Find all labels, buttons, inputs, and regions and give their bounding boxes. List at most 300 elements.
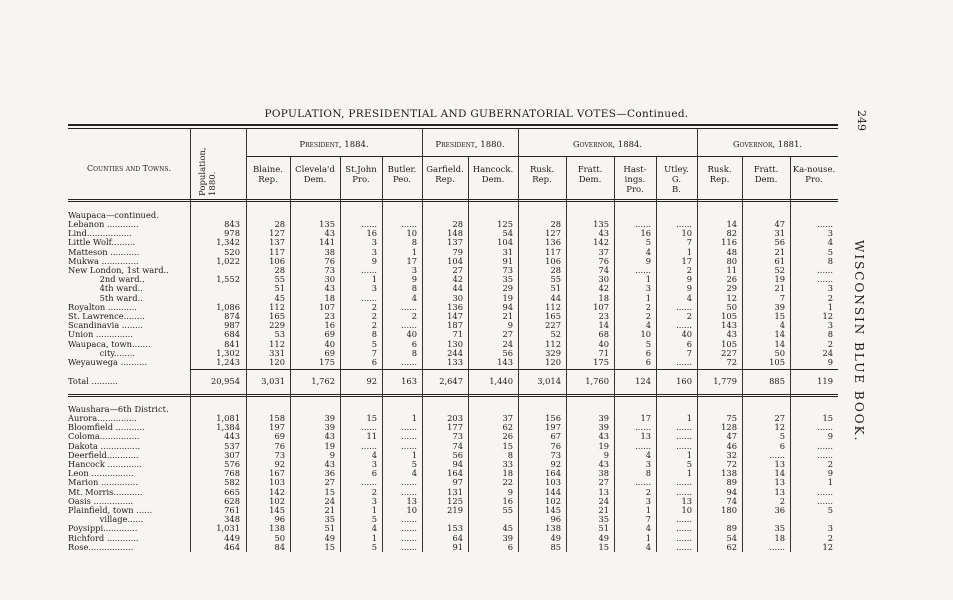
vote-cell: 3	[827, 320, 833, 331]
vote-cell: 9	[827, 431, 833, 442]
vote-cell: 96	[550, 514, 561, 525]
vote-cell: 147	[447, 311, 463, 321]
vote-cell: 8	[411, 237, 417, 248]
vote-cell: 187	[447, 320, 463, 331]
vote-cell: 26	[726, 274, 737, 285]
vote-cell: 28	[452, 219, 463, 229]
vote-cell: 3	[371, 283, 377, 294]
vote-cell: ......	[817, 486, 833, 497]
vote-cell: 125	[497, 219, 513, 229]
vote-cell: 96	[274, 514, 285, 525]
vote-cell: 16	[324, 320, 335, 331]
header-rule	[68, 199, 838, 200]
vote-cell: ......	[817, 440, 833, 451]
vote-cell: 2	[371, 486, 377, 497]
vote-cell: 9	[645, 255, 651, 266]
vote-cell: 26	[502, 431, 513, 442]
vote-cell: 62	[726, 541, 737, 552]
vote-cell: 103	[545, 477, 561, 488]
vote-cell: 43	[726, 329, 737, 340]
vote-cell: 15	[822, 413, 833, 423]
vote-cell: 1	[686, 449, 692, 460]
vote-cell: 52	[774, 265, 785, 275]
vote-cell: 7	[686, 237, 692, 248]
vote-cell: ......	[401, 486, 417, 497]
vote-cell: 885	[769, 376, 785, 386]
vote-cell: 30	[324, 274, 335, 285]
vote-cell: 4	[371, 449, 377, 460]
vote-cell: 175	[319, 357, 335, 367]
vote-cell: 158	[269, 413, 285, 423]
vote-cell: 80	[726, 255, 737, 266]
row-label: Lind.................	[68, 228, 132, 239]
vote-cell: 117	[269, 246, 285, 257]
vote-cell: 35	[502, 274, 513, 285]
population-cell: 1,081	[216, 413, 240, 423]
population-cell: 1,302	[216, 347, 240, 358]
vote-cell: 4	[645, 246, 651, 257]
vote-cell: 19	[502, 292, 513, 303]
vote-cell: 51	[598, 523, 609, 534]
row-label: Plainfield, town ......	[68, 505, 153, 515]
vote-cell: 16	[640, 228, 651, 239]
vote-cell: 4	[645, 541, 651, 552]
vote-cell: 143	[721, 320, 737, 331]
vote-cell: 43	[324, 228, 335, 239]
vote-cell: 12	[822, 541, 833, 552]
vote-cell: 89	[726, 523, 737, 534]
vote-cell: 3	[645, 459, 651, 469]
vote-cell: 69	[324, 329, 335, 340]
population-cell: 665	[224, 486, 240, 497]
column-header: Ka-nouse. Pro.	[792, 165, 836, 185]
vote-cell: 1	[645, 274, 651, 285]
vote-cell: 84	[274, 541, 285, 552]
vote-cell: 9	[686, 274, 692, 285]
vote-cell: 1	[645, 505, 651, 515]
vote-cell: ......	[401, 523, 417, 534]
vote-cell: 40	[681, 329, 692, 340]
vote-cell: ......	[401, 532, 417, 543]
population-cell: 464	[224, 541, 240, 552]
population-cell: 20,954	[210, 376, 240, 386]
population-cell: 978	[224, 228, 240, 239]
vote-cell: ......	[635, 422, 651, 433]
vote-cell: ......	[676, 477, 692, 488]
row-label: St. Lawrence........	[68, 311, 145, 321]
vote-cell: 11	[366, 431, 377, 442]
vote-cell: 14	[774, 468, 785, 479]
vote-cell: 10	[406, 505, 417, 515]
vote-cell: 219	[447, 505, 463, 515]
vote-cell: 5	[371, 514, 377, 525]
vote-cell: 40	[324, 338, 335, 349]
vote-cell: 85	[550, 541, 561, 552]
vote-cell: 9	[371, 255, 377, 266]
row-label: Oasis ...............	[68, 495, 134, 506]
vote-cell: 9	[827, 357, 833, 367]
vote-cell: 74	[452, 440, 463, 451]
vote-cell: 73	[502, 265, 513, 275]
vote-cell: 137	[447, 237, 463, 248]
vote-cell: 13	[640, 431, 651, 442]
vote-cell: ......	[817, 449, 833, 460]
vote-cell: 5	[779, 431, 785, 442]
vote-cell: 38	[324, 246, 335, 257]
vote-cell: 9	[329, 449, 335, 460]
vote-cell: 35	[598, 514, 609, 525]
population-cell: 843	[224, 219, 240, 229]
vote-cell: 73	[452, 431, 463, 442]
vote-cell: 12	[822, 311, 833, 321]
vote-cell: 19	[774, 274, 785, 285]
vote-cell: 69	[274, 431, 285, 442]
section-heading: Waupaca—continued.	[68, 210, 159, 220]
vote-cell: ......	[676, 440, 692, 451]
vote-cell: 94	[452, 459, 463, 469]
vote-cell: 133	[447, 357, 463, 367]
row-label: Union ..............	[68, 329, 133, 340]
vote-cell: 17	[640, 413, 651, 423]
vote-cell: ......	[635, 440, 651, 451]
vote-cell: ......	[676, 301, 692, 312]
vote-cell: 68	[598, 329, 609, 340]
vote-cell: 19	[324, 440, 335, 451]
row-label: Hancock .............	[68, 459, 142, 469]
vote-cell: 36	[324, 468, 335, 479]
row-label: 2nd ward..	[68, 274, 145, 285]
vote-cell: 227	[545, 320, 561, 331]
vote-cell: 117	[545, 246, 561, 257]
vote-cell: 4	[411, 292, 417, 303]
vote-cell: ......	[635, 477, 651, 488]
column-header: Fratt. Dem.	[577, 165, 603, 185]
vote-cell: 13	[774, 486, 785, 497]
vote-cell: 5	[827, 505, 833, 515]
vote-cell: 16	[502, 495, 513, 506]
vote-cell: 163	[401, 376, 417, 386]
vote-cell: 2	[645, 486, 651, 497]
vote-cell: 43	[598, 431, 609, 442]
vote-cell: 16	[366, 228, 377, 239]
vote-cell: 23	[324, 311, 335, 321]
vote-cell: 3	[371, 495, 377, 506]
total-rule-bottom	[68, 394, 838, 395]
vote-cell: 27	[324, 477, 335, 488]
vote-cell: 3	[411, 265, 417, 275]
vote-cell: ......	[361, 292, 377, 303]
vote-cell: 32	[726, 449, 737, 460]
vote-cell: 74	[726, 495, 737, 506]
population-cell: 684	[224, 329, 240, 340]
vote-cell: ......	[635, 219, 651, 229]
vote-cell: 92	[550, 459, 561, 469]
vote-cell: ......	[635, 265, 651, 275]
vote-cell: 4	[645, 449, 651, 460]
vote-cell: 22	[502, 477, 513, 488]
vote-cell: 8	[507, 449, 513, 460]
vote-cell: 164	[447, 468, 463, 479]
vote-cell: 127	[545, 228, 561, 239]
column-header: Clevela'd Dem.	[295, 165, 335, 185]
vote-cell: 1	[371, 274, 377, 285]
vote-cell: 145	[545, 505, 561, 515]
group-rule	[246, 156, 838, 157]
vote-cell: 27	[774, 413, 785, 423]
population-cell: 768	[224, 468, 240, 479]
vote-cell: ......	[676, 532, 692, 543]
vote-cell: 7	[645, 514, 651, 525]
column-header: Fratt. Dem.	[753, 165, 779, 185]
vote-cell: 24	[502, 338, 513, 349]
vote-cell: 21	[774, 283, 785, 294]
vote-cell: 91	[452, 541, 463, 552]
vote-cell: 42	[452, 274, 463, 285]
vote-cell: 1	[371, 505, 377, 515]
vote-cell: 329	[545, 347, 561, 358]
vote-cell: 10	[406, 228, 417, 239]
vote-cell: 24	[324, 495, 335, 506]
column-header: Hast-ings. Pro.	[623, 165, 647, 195]
vote-cell: ......	[676, 357, 692, 367]
vote-cell: 71	[598, 347, 609, 358]
vote-cell: 17	[406, 255, 417, 266]
vote-cell: 141	[319, 237, 335, 248]
vote-cell: ......	[676, 541, 692, 552]
vote-cell: 76	[274, 440, 285, 451]
vote-cell: 45	[502, 523, 513, 534]
vote-cell: 15	[324, 541, 335, 552]
vote-cell: 44	[550, 292, 561, 303]
vote-cell: 4	[779, 320, 785, 331]
vote-cell: 2	[779, 495, 785, 506]
vote-cell: 47	[774, 219, 785, 229]
vote-cell: 72	[726, 357, 737, 367]
vote-cell: ......	[401, 357, 417, 367]
population-header: Population, 1880.	[198, 147, 218, 196]
vote-cell: 33	[502, 459, 513, 469]
vote-cell: 91	[502, 255, 513, 266]
vote-cell: 244	[447, 347, 463, 358]
vote-cell: 37	[502, 413, 513, 423]
vote-cell: 28	[550, 265, 561, 275]
column-header: Rusk. Rep.	[529, 165, 555, 185]
vote-cell: 116	[721, 237, 737, 248]
vote-cell: 10	[681, 505, 692, 515]
population-cell: 449	[224, 532, 240, 543]
vote-cell: 35	[324, 514, 335, 525]
population-cell: 874	[224, 311, 240, 321]
vote-cell: ......	[817, 219, 833, 229]
vote-cell: 53	[274, 329, 285, 340]
vote-cell: ......	[361, 219, 377, 229]
group-governor-1884: Governor, 1884.	[572, 140, 643, 150]
vote-cell: 3	[645, 283, 651, 294]
vote-cell: ......	[676, 320, 692, 331]
vote-cell: 7	[371, 347, 377, 358]
row-label: 5th ward..	[68, 292, 143, 303]
vote-cell: ......	[676, 422, 692, 433]
vote-cell: 12	[726, 292, 737, 303]
vote-cell: 6	[371, 468, 377, 479]
vote-cell: 3	[827, 228, 833, 239]
population-cell: 1,031	[216, 523, 240, 534]
vote-cell: 2	[827, 338, 833, 349]
vote-cell: 46	[726, 440, 737, 451]
vote-cell: 104	[497, 237, 513, 248]
vote-cell: 9	[603, 449, 609, 460]
vote-cell: 56	[774, 237, 785, 248]
population-cell: 520	[224, 246, 240, 257]
population-cell: 582	[224, 477, 240, 488]
vote-cell: 5	[371, 541, 377, 552]
vote-cell: ......	[817, 495, 833, 506]
vote-cell: 82	[726, 228, 737, 239]
column-header: Garfield. Rep.	[426, 165, 464, 185]
vote-cell: 9	[507, 320, 513, 331]
vote-cell: ......	[361, 265, 377, 275]
vote-cell: 54	[726, 532, 737, 543]
vote-cell: 3,014	[537, 376, 561, 386]
population-cell: 628	[224, 495, 240, 506]
vote-cell: 18	[502, 468, 513, 479]
vote-cell: 76	[324, 255, 335, 266]
group-president-1880: President, 1880.	[435, 140, 505, 150]
vote-cell: 18	[774, 532, 785, 543]
vote-cell: 4	[686, 292, 692, 303]
vote-cell: ......	[817, 274, 833, 285]
population-cell: 537	[224, 440, 240, 451]
vote-cell: 4	[411, 468, 417, 479]
top-rule	[68, 124, 838, 126]
vote-cell: 3	[371, 237, 377, 248]
vote-cell: 50	[274, 532, 285, 543]
vote-cell: 21	[502, 311, 513, 321]
total-rule-top	[190, 369, 838, 370]
vote-cell: 61	[774, 255, 785, 266]
vote-cell: 6	[645, 347, 651, 358]
vote-cell: 112	[545, 338, 561, 349]
vote-cell: 8	[411, 347, 417, 358]
vote-cell: 106	[545, 255, 561, 266]
vote-cell: 24	[598, 495, 609, 506]
row-label: 4th ward..	[68, 283, 143, 294]
vote-cell: 197	[269, 422, 285, 433]
vote-cell: 89	[726, 477, 737, 488]
vote-cell: ......	[361, 422, 377, 433]
vote-cell: 56	[502, 347, 513, 358]
row-label: Matteson ...........	[68, 246, 140, 257]
vote-cell: 11	[726, 265, 737, 275]
vote-cell: 27	[452, 265, 463, 275]
vote-cell: 43	[324, 283, 335, 294]
vote-cell: 30	[452, 292, 463, 303]
vote-cell: 31	[774, 228, 785, 239]
vote-cell: 6	[507, 541, 513, 552]
vote-cell: 105	[721, 338, 737, 349]
vote-cell: 8	[827, 255, 833, 266]
vote-cell: 3	[371, 459, 377, 469]
population-cell: 987	[224, 320, 240, 331]
vote-cell: 4	[827, 237, 833, 248]
vote-cell: 15	[598, 541, 609, 552]
group-governor-1881: Governor, 1881.	[732, 140, 803, 150]
vote-cell: 8	[827, 329, 833, 340]
row-label: Scandinavia ........	[68, 320, 143, 331]
vote-cell: 153	[447, 523, 463, 534]
vote-cell: 175	[593, 357, 609, 367]
row-label: New London, 1st ward..	[68, 265, 169, 275]
vote-cell: 55	[502, 505, 513, 515]
vote-cell: 145	[269, 505, 285, 515]
vote-cell: ......	[817, 422, 833, 433]
row-label: city........	[68, 347, 135, 358]
vote-cell: 2	[827, 532, 833, 543]
vote-cell: 67	[550, 431, 561, 442]
row-label: Weyauwega ..........	[68, 357, 148, 367]
column-header: St.John Pro.	[345, 165, 377, 185]
vote-cell: 6	[411, 338, 417, 349]
vote-cell: 24	[822, 347, 833, 358]
vote-cell: 3	[827, 523, 833, 534]
header-rule-2	[68, 201, 838, 202]
vote-cell: 39	[774, 301, 785, 312]
vote-cell: 76	[598, 255, 609, 266]
vote-cell: 13	[774, 459, 785, 469]
vote-cell: 106	[269, 255, 285, 266]
vote-cell: 2	[686, 265, 692, 275]
population-cell: 841	[224, 338, 240, 349]
vote-cell: ......	[676, 431, 692, 442]
row-label: Marion ..............	[68, 477, 138, 488]
vote-cell: 38	[598, 468, 609, 479]
vote-cell: 112	[545, 301, 561, 312]
vote-cell: ......	[401, 514, 417, 525]
counties-header: Counties and Towns.	[86, 164, 171, 173]
page-title: POPULATION, PRESIDENTIAL AND GUBERNATORIAL VOTES—Continued.	[264, 108, 689, 120]
vote-cell: 43	[598, 228, 609, 239]
vote-cell: 180	[721, 505, 737, 515]
vote-cell: 54	[502, 228, 513, 239]
vote-cell: 5	[411, 459, 417, 469]
vote-cell: 105	[769, 357, 785, 367]
vote-cell: 30	[598, 274, 609, 285]
vote-cell: 75	[726, 413, 737, 423]
vote-cell: 120	[545, 357, 561, 367]
vote-cell: 14	[726, 219, 737, 229]
vote-cell: 2	[645, 301, 651, 312]
vote-cell: 331	[269, 347, 285, 358]
vote-cell: 36	[774, 505, 785, 515]
vote-cell: 48	[726, 246, 737, 257]
vote-cell: 73	[550, 449, 561, 460]
row-label: Deerfield............	[68, 449, 139, 460]
row-label: Leon ................	[68, 468, 134, 479]
vote-cell: 10	[681, 228, 692, 239]
vote-cell: 50	[726, 301, 737, 312]
vote-cell: 124	[635, 376, 651, 386]
vote-cell: 229	[269, 320, 285, 331]
vote-cell: 135	[593, 219, 609, 229]
vote-cell: 10	[640, 329, 651, 340]
vote-cell: 197	[545, 422, 561, 433]
vote-cell: 138	[721, 468, 737, 479]
row-label: Little Wolf.........	[68, 237, 136, 248]
vote-cell: 14	[598, 320, 609, 331]
vote-cell: ......	[361, 477, 377, 488]
vote-cell: 49	[550, 532, 561, 543]
population-cell: 1,384	[216, 422, 240, 433]
